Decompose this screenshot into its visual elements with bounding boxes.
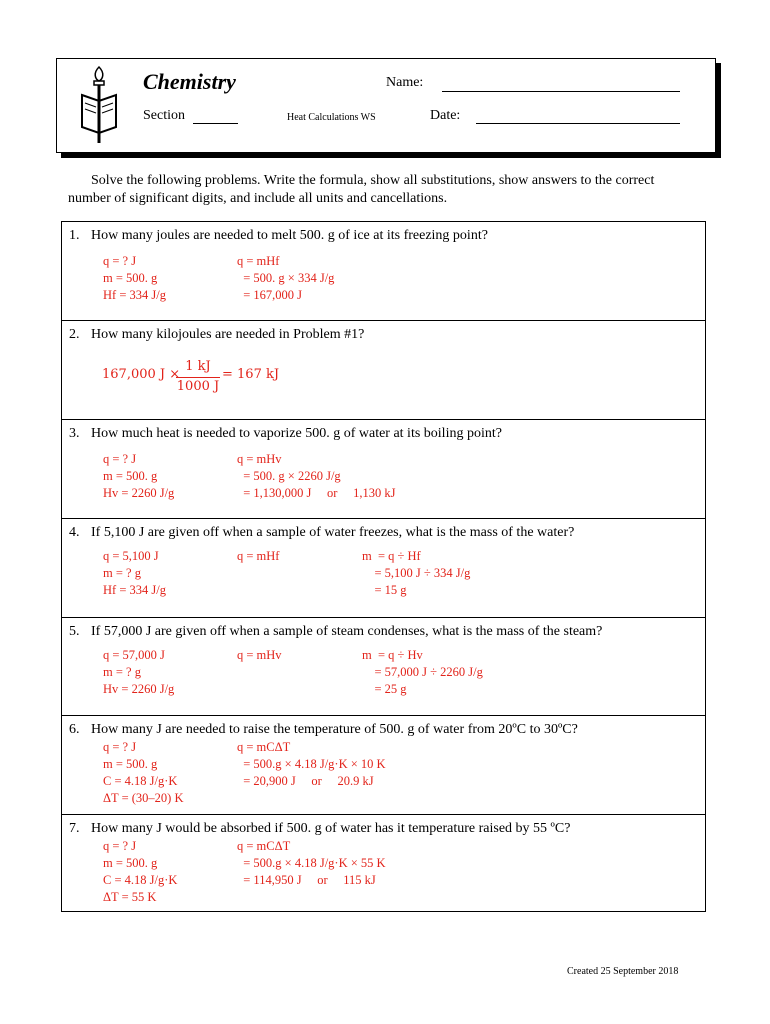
given-values: q = ? J m = 500. g C = 4.18 J/g·K ΔT = (30–20) K xyxy=(103,740,184,805)
fraction-bar xyxy=(176,377,220,378)
worksheet-header xyxy=(56,58,716,153)
work-solution: q = mHf = 500. g × 334 J/g = 167,000 J xyxy=(237,254,335,302)
work-solution: m = q ÷ Hv = 57,000 J ÷ 2260 J/g = 25 g xyxy=(362,648,483,696)
given-values: q = 57,000 J m = ? g Hv = 2260 J/g xyxy=(103,648,175,696)
name-field[interactable] xyxy=(442,91,680,92)
question-2 xyxy=(61,320,706,419)
question-text: 7. How many J would be absorbed if 500. g of water has it temperature raised by 55 ºC? xyxy=(69,821,571,836)
course-title: Chemistry xyxy=(143,69,236,94)
conversion-result: = 167 kJ xyxy=(222,367,280,382)
question-7 xyxy=(61,814,706,912)
question-4 xyxy=(61,518,706,617)
formula: q = mHf xyxy=(237,549,280,563)
work-solution: q = mHv = 500. g × 2260 J/g = 1,130,000 J or 1,130 kJ xyxy=(237,452,396,500)
name-label: Name: xyxy=(386,75,424,90)
question-text: 3. How much heat is needed to vaporize 500. g of water at its boiling point? xyxy=(69,426,502,441)
question-6 xyxy=(61,715,706,814)
section-label: Section xyxy=(143,108,185,123)
instructions: Solve the following problems. Write the formula, show all substitutions, show answers to the correct number of significant digits, and include all units and cancellations. xyxy=(68,173,655,206)
question-text: 1. How many joules are needed to melt 500. g of ice at its freezing point? xyxy=(69,228,488,243)
given-values: q = ? J m = 500. g C = 4.18 J/g·K ΔT = 55 K xyxy=(103,839,178,904)
conversion-numerator: 1 kJ xyxy=(185,359,211,374)
work-solution: q = mCΔT = 500.g × 4.18 J/g·K × 55 K = 114,950 J or 115 kJ xyxy=(237,839,386,887)
torch-book-logo-icon xyxy=(79,63,119,145)
created-date-footer: Created 25 September 2018 xyxy=(567,966,679,977)
question-text: 2. How many kilojoules are needed in Problem #1? xyxy=(69,327,365,342)
worksheet-title: Heat Calculations WS xyxy=(287,112,376,123)
question-1 xyxy=(61,221,706,320)
section-field[interactable] xyxy=(193,123,238,124)
work-solution: q = mCΔT = 500.g × 4.18 J/g·K × 10 K = 20,900 J or 20.9 kJ xyxy=(237,740,386,788)
date-label: Date: xyxy=(430,108,461,123)
given-values: q = ? J m = 500. g Hf = 334 J/g xyxy=(103,254,166,302)
question-5 xyxy=(61,617,706,715)
formula: q = mHv xyxy=(237,648,282,662)
question-text: 5. If 57,000 J are given off when a sample of steam condenses, what is the mass of the steam? xyxy=(69,624,603,639)
date-field[interactable] xyxy=(476,123,680,124)
question-3 xyxy=(61,419,706,518)
work-solution: m = q ÷ Hf = 5,100 J ÷ 334 J/g = 15 g xyxy=(362,549,471,597)
given-values: q = 5,100 J m = ? g Hf = 334 J/g xyxy=(103,549,166,597)
question-text: 4. If 5,100 J are given off when a sample of water freezes, what is the mass of the water? xyxy=(69,525,575,540)
conversion-start: 167,000 J × xyxy=(102,367,181,382)
conversion-denominator: 1000 J xyxy=(176,379,220,394)
question-text: 6. How many J are needed to raise the temperature of 500. g of water from 20ºC to 30ºC? xyxy=(69,722,578,737)
given-values: q = ? J m = 500. g Hv = 2260 J/g xyxy=(103,452,175,500)
